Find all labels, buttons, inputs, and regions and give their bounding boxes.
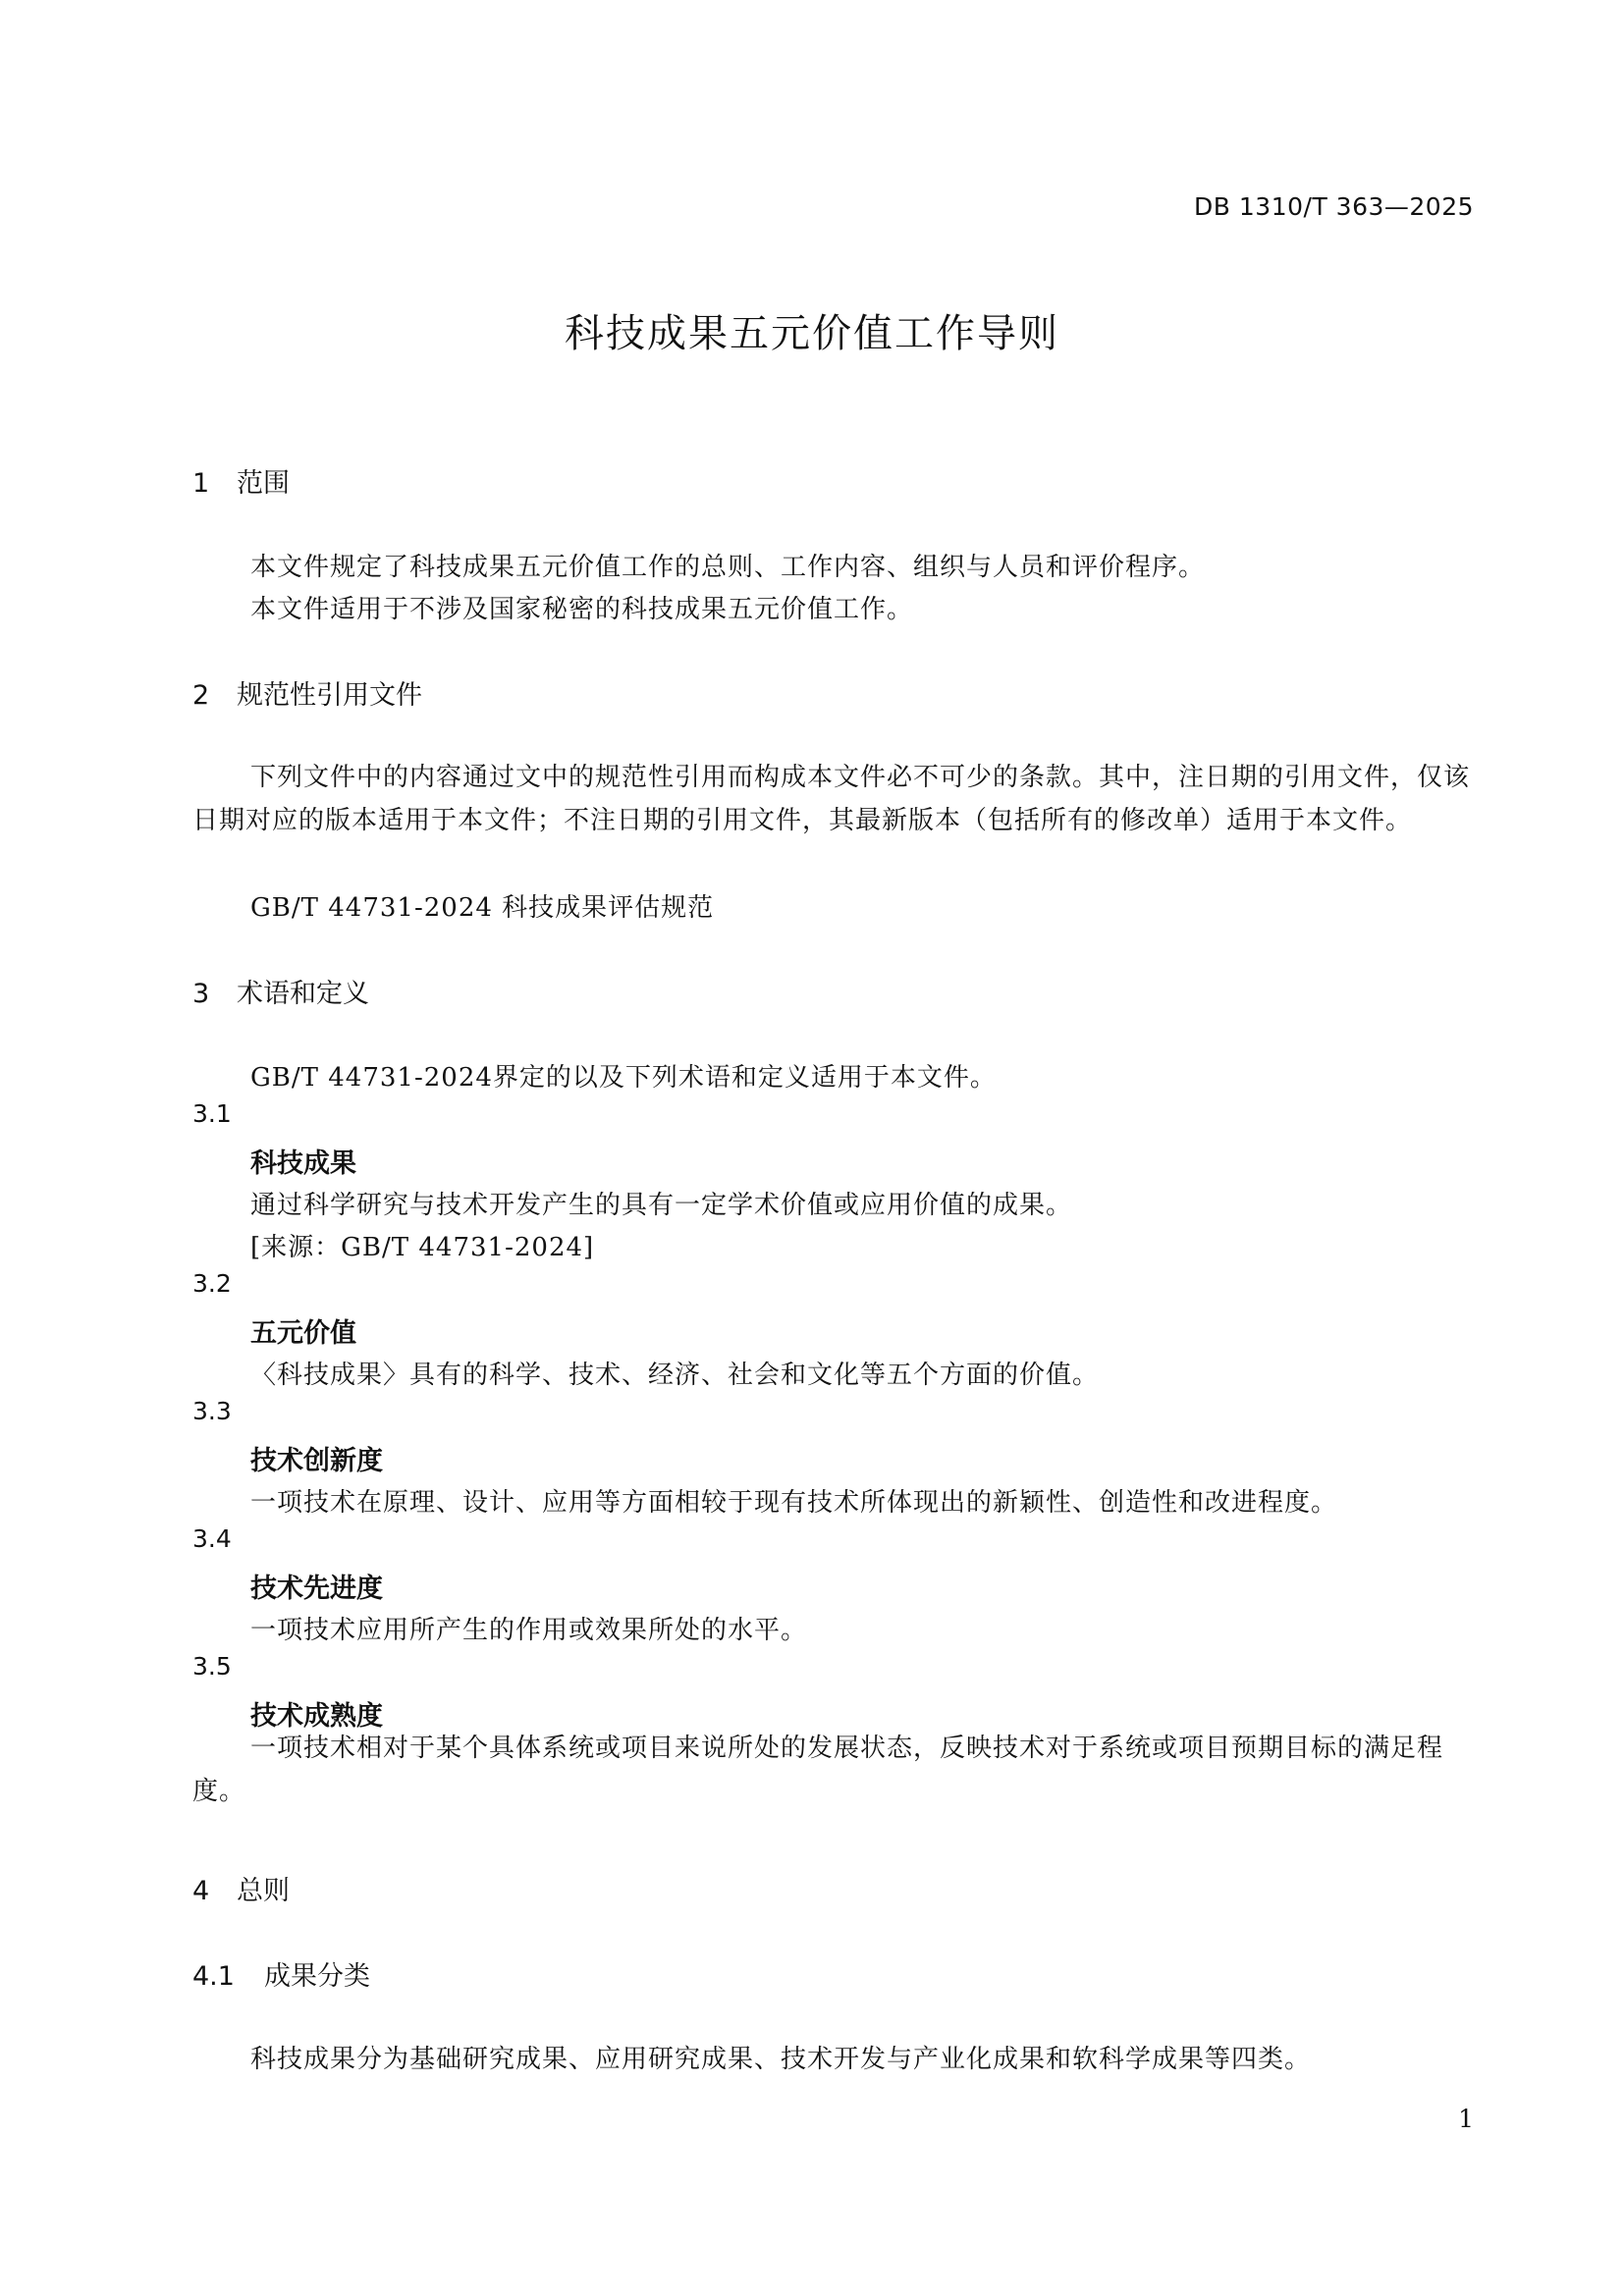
document-title: 科技成果五元价值工作导则: [565, 311, 1059, 356]
section-heading-2: [192, 673, 422, 712]
subsection-heading-4-1: [192, 1954, 370, 1993]
normative-reference: GB/T 44731-2024 科技成果评估规范: [250, 893, 715, 923]
term-number: 3.5: [192, 1652, 232, 1681]
term-number: 3.2: [192, 1269, 232, 1298]
paragraph: 科技成果分为基础研究成果、应用研究成果、技术开发与产业化成果和软科学成果等四类。: [250, 2045, 1312, 2074]
term-name: 技术成熟度: [250, 1701, 383, 1732]
term-definition: 一项技术相对于某个具体系统或项目来说所处的发展状态，反映技术对于系统或项目预期目标的满足程度。: [192, 1734, 1444, 1806]
section-heading-1: [192, 461, 290, 500]
term-definition: 〈科技成果〉具有的科学、技术、经济、社会和文化等五个方面的价值。: [250, 1361, 1100, 1390]
term-definition: 一项技术应用所产生的作用或效果所处的水平。: [250, 1616, 808, 1645]
term-definition: 通过科学研究与技术开发产生的具有一定学术价值或应用价值的成果。: [250, 1191, 1073, 1220]
term-name: 技术先进度: [250, 1574, 383, 1604]
section-number: 2: [192, 680, 210, 711]
subsection-number: 4.1: [192, 1961, 235, 1992]
section-number: 3: [192, 979, 210, 1009]
paragraph: GB/T 44731-2024界定的以及下列术语和定义适用于本文件。: [250, 1063, 997, 1093]
paragraph: 下列文件中的内容通过文中的规范性引用而构成本文件必不可少的条款。其中，注日期的引用文件，仅该日期对应的版本适用于本文件；不注日期的引用文件，其最新版本（包括所有的修改单）适用于本文件。: [192, 763, 1471, 835]
term-definition: 一项技术在原理、设计、应用等方面相较于现有技术所体现出的新颖性、创造性和改进程度。: [250, 1488, 1338, 1518]
section-title: 规范性引用文件: [237, 680, 422, 711]
term-name: 技术创新度: [250, 1446, 383, 1476]
section-title: 总则: [237, 1876, 290, 1906]
section-heading-4: [192, 1869, 290, 1907]
term-name: 科技成果: [250, 1148, 356, 1179]
document-code: DB 1310/T 363—2025: [1194, 192, 1474, 221]
subsection-title: 成果分类: [264, 1961, 370, 1992]
section-title: 范围: [237, 468, 290, 499]
paragraph: 本文件适用于不涉及国家秘密的科技成果五元价值工作。: [250, 595, 914, 624]
section-number: 4: [192, 1876, 210, 1906]
term-name: 五元价值: [250, 1318, 356, 1349]
term-number: 3.3: [192, 1397, 232, 1425]
section-heading-3: [192, 972, 369, 1010]
term-number: 3.4: [192, 1524, 232, 1553]
term-number: 3.1: [192, 1099, 232, 1128]
paragraph: 本文件规定了科技成果五元价值工作的总则、工作内容、组织与人员和评价程序。: [250, 553, 1206, 582]
section-number: 1: [192, 468, 210, 499]
section-title: 术语和定义: [237, 979, 369, 1009]
page-number: 1: [1458, 2105, 1474, 2133]
term-source: [来源：GB/T 44731-2024]: [250, 1233, 595, 1262]
